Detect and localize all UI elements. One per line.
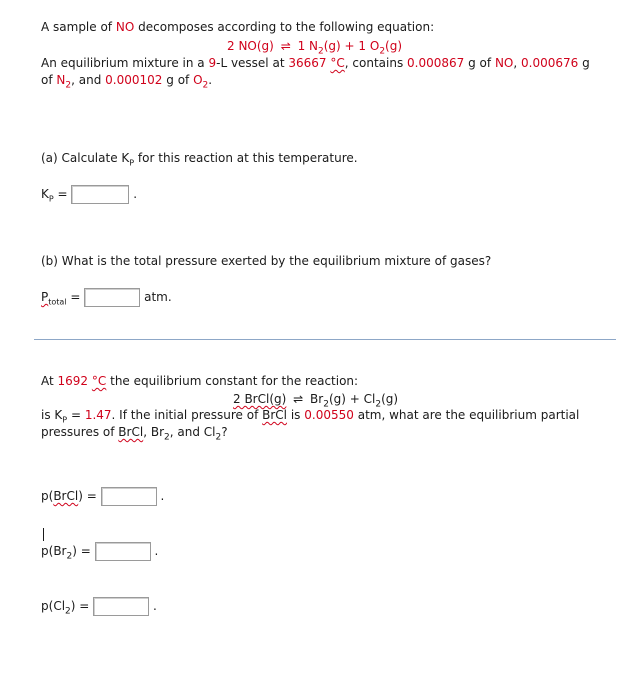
question-a: (a) Calculate $K_P$ for this reaction at this temperature. <box>41 151 358 168</box>
question-b: (b) What is the total pressure exerted by the equilibrium mixture of gases? <box>41 254 492 268</box>
equilibrium-arrow-icon: ⇌ <box>293 392 304 406</box>
answer-row-cl2: $p(Cl_2)$ = . <box>41 599 157 617</box>
ptotal-input[interactable] <box>84 288 140 307</box>
kp-label: $K_P$ <box>41 187 54 204</box>
ptotal-label: $P_{total}$ <box>41 290 67 307</box>
intro-line: A sample of NO decomposes according to the following equation: <box>41 20 435 34</box>
section-divider <box>34 339 616 340</box>
kp-input[interactable] <box>71 185 129 204</box>
answer-row-br2: $p(Br_2)$ = . <box>41 544 159 562</box>
part2-intro: At 1692 °C the equilibrium constant for the reaction: <box>41 374 359 388</box>
answer-row-brcl: p(BrCl) = . <box>41 487 164 506</box>
br2-pressure-input[interactable] <box>95 542 151 561</box>
ptotal-answer-row: $P_{total}$ = atm. <box>41 290 172 307</box>
text-cursor <box>43 528 44 541</box>
kp-answer-row: $K_P$ = . <box>41 187 138 204</box>
cl2-pressure-input[interactable] <box>93 597 149 616</box>
part2-line-4: pressures of BrCl, $Br_2$, and $Cl_2$? <box>41 425 228 443</box>
part2-line-3: is $K_P = 1.47$. If the initial pressure of BrCl is 0.00550 atm, what are the equilibrium partial <box>41 408 580 425</box>
brcl-equation: 2 BrCl(g) ⇌ $Br_2(g) + Cl_2(g)$ <box>233 392 399 410</box>
mixture-line-1: An equilibrium mixture in a 9-L vessel at 36667 °C, contains 0.000867 g of NO, 0.000676 g <box>41 56 590 70</box>
decomposition-equation: 2 NO(g) ⇌ 1 $N_2(g) + 1$ $O_2(g)$ <box>227 39 403 57</box>
equilibrium-arrow-icon: ⇌ <box>280 39 291 53</box>
brcl-pressure-input[interactable] <box>101 487 157 506</box>
mixture-line-2: of $N_2$, and 0.000102 g of $O_2$. <box>41 73 213 91</box>
